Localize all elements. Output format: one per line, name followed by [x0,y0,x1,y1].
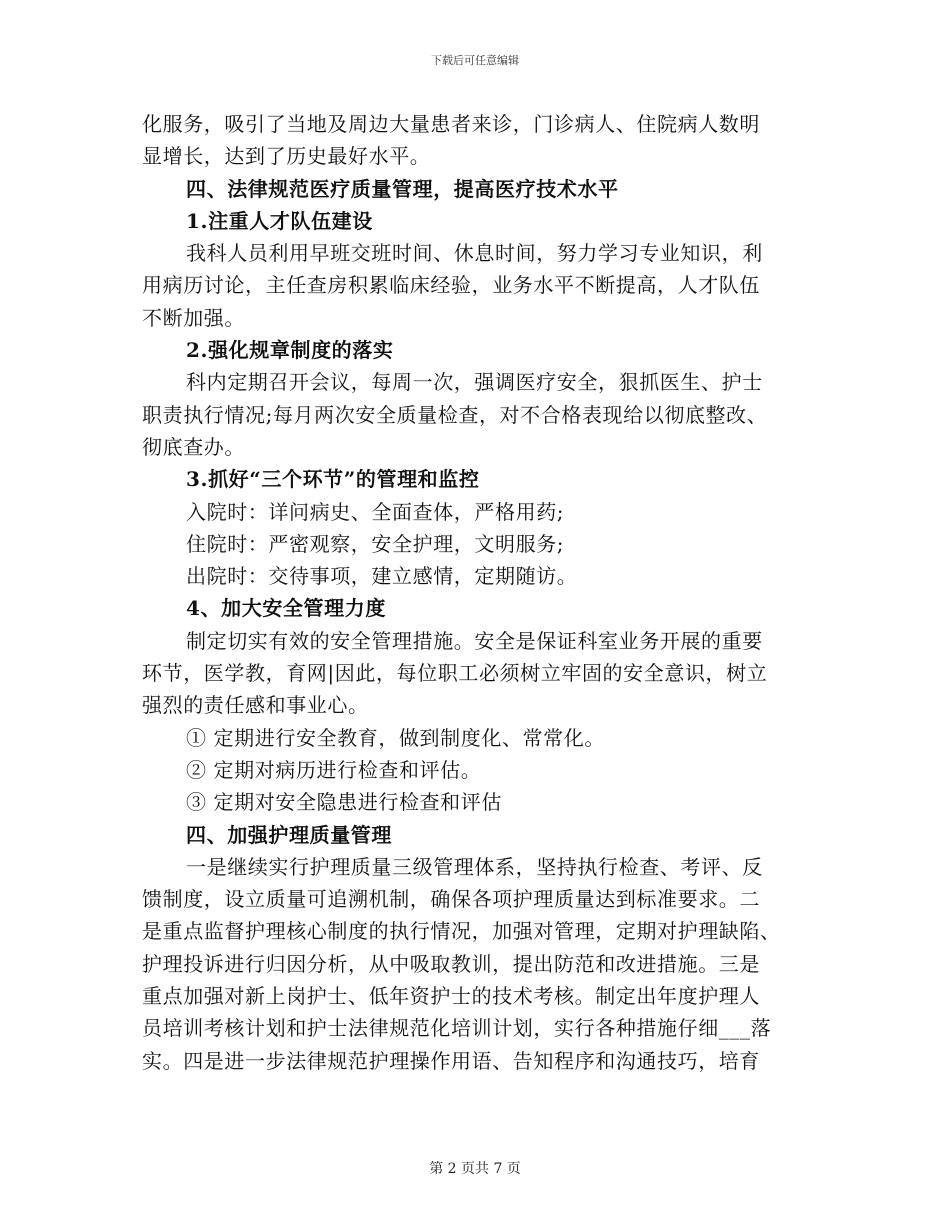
body-text-line: 强烈的责任感和事业心。 [142,693,369,718]
subsection-heading: 2.强化规章制度的落实 [186,338,394,363]
body-text-line: 馈制度，设立质量可追溯机制，确保各项护理质量达到标准要求。二 [142,887,760,912]
body-text-line: 入院时：详问病史、全面查体，严格用药; [186,499,565,524]
body-text-line: 一是继续实行护理质量三级管理体系，坚持执行检查、考评、反 [186,854,763,879]
subsection-heading: 3.抓好“三个环节”的管理和监控 [186,467,480,492]
body-text-line: 我科人员利用早班交班时间、休息时间，努力学习专业知识，利 [186,241,763,266]
body-text-line: 不断加强。 [142,305,245,330]
section-heading: 四、加强护理质量管理 [186,822,392,847]
body-text-line: 实。四是进一步法律规范护理操作用语、告知程序和沟通技巧，培育 [142,1048,760,1073]
body-text-line: 是重点监督护理核心制度的执行情况，加强对管理，定期对护理缺陷、 [142,919,781,944]
body-text-line: 科内定期召开会议，每周一次，强调医疗安全，狠抓医生、护士 [186,370,763,395]
body-text-line: 职责执行情况;每月两次安全质量检查，对不合格表现给以彻底整改、 [142,402,768,427]
list-item: ① 定期进行安全教育，做到制度化、常常化。 [186,725,605,750]
section-heading: 四、法律规范医疗质量管理，提高医疗技术水平 [186,176,619,201]
page-header: 下载后可任意编辑 [431,54,519,67]
body-text-line: 出院时：交待事项，建立感情，定期随访。 [186,564,578,589]
body-text-line: 住院时：严密观察，安全护理，文明服务; [186,531,565,556]
list-item: ② 定期对病历进行检查和评估。 [186,757,482,782]
body-text-line: 彻底查办。 [142,434,245,459]
body-text-line: 用病历讨论，主任查房积累临床经验，业务水平不断提高，人才队伍 [142,273,760,298]
page-footer: 第 2 页共 7 页 [429,1161,521,1177]
body-text-line: 重点加强对新上岗护士、低年资护士的技术考核。制定出年度护理人 [142,984,760,1009]
body-text-line: 护理投诉进行归因分析，从中吸取教训，提出防范和改进措施。三是 [142,951,760,976]
document-body [142,108,812,1077]
body-text-line: 化服务，吸引了当地及周边大量患者来诊，门诊病人、住院病人数明 [142,112,760,136]
body-text-line: 员培训考核计划和护士法律规范化培训计划，实行各种措施仔细___落 [142,1016,772,1041]
body-text-line: 制定切实有效的安全管理措施。安全是保证科室业务开展的重要 [186,628,763,653]
subsection-heading: 1.注重人才队伍建设 [186,208,373,233]
subsection-heading: 4、加大安全管理力度 [186,596,386,621]
body-text-line: 环节，医学教，育网|因此，每位职工必须树立牢固的安全意识，树立 [142,661,768,686]
list-item: ③ 定期对安全隐患进行检查和评估 [186,790,502,815]
body-text-line: 显增长，达到了历史最好水平。 [142,144,431,169]
